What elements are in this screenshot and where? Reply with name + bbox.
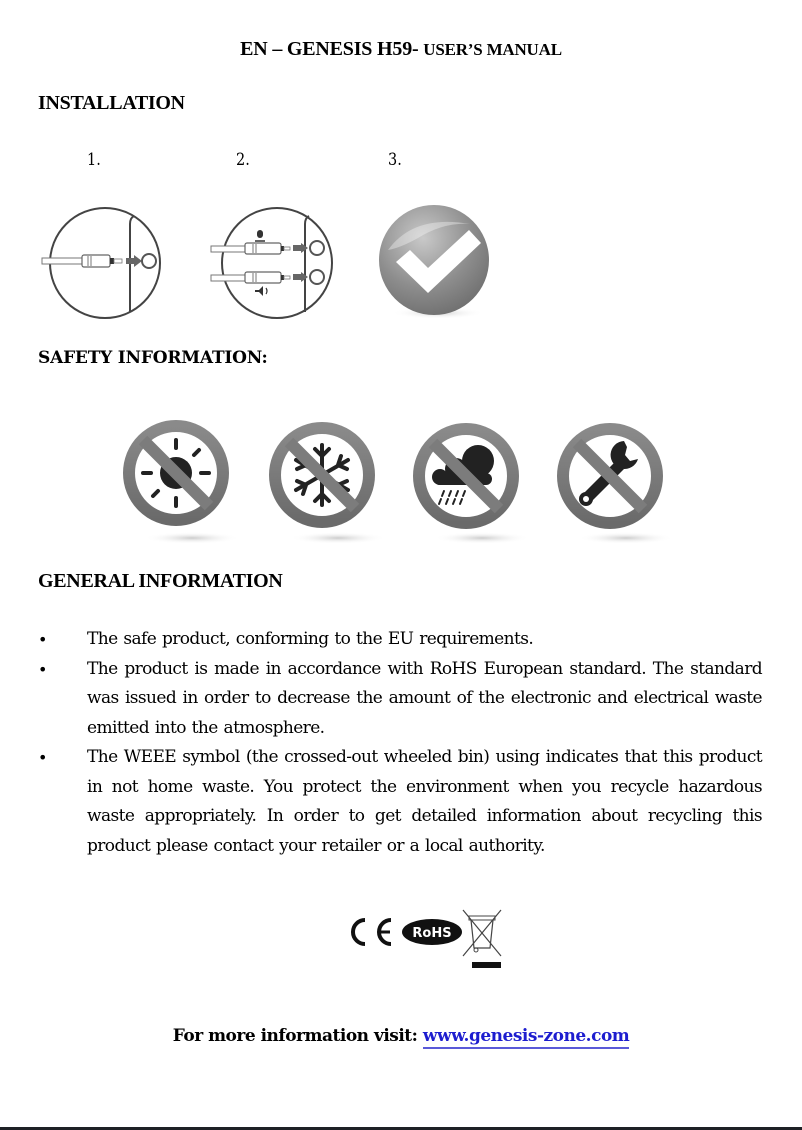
compliance-marks: [345, 908, 515, 978]
footer-info: [0, 1026, 802, 1046]
title-main: EN – GENESIS H59-: [240, 38, 424, 60]
no-repair-icon: [563, 429, 674, 544]
no-sun-icon: [129, 426, 240, 544]
general-heading: GENERAL INFORMATION: [38, 570, 283, 592]
no-rain-icon: [419, 429, 530, 544]
list-item-text: The safe product, conforming to the EU requirements.: [87, 629, 534, 649]
safety-heading: SAFETY INFORMATION:: [38, 348, 268, 368]
crossed-bin-icon: [463, 910, 501, 968]
bullet-icon: •: [38, 659, 47, 679]
website-link[interactable]: www.genesis-zone.com: [423, 1026, 629, 1049]
rohs-badge-icon: [402, 919, 462, 945]
single-jack-plug-icon: [38, 200, 173, 326]
footer-label: For more information visit:: [172, 1026, 423, 1046]
step-number-2: 2.: [236, 150, 250, 170]
svg-text:RoHS: RoHS: [412, 926, 452, 941]
bullet-icon: •: [38, 748, 47, 767]
list-item: [38, 625, 762, 655]
general-info-list: [38, 625, 762, 861]
document-title: [0, 38, 802, 61]
list-item: [38, 743, 762, 861]
safety-icons-row: [120, 410, 690, 545]
no-frost-icon: [275, 428, 386, 544]
checkmark-icon: [374, 200, 496, 326]
step-number-1: 1.: [87, 150, 101, 170]
step-number-3: 3.: [388, 150, 402, 170]
list-item: [38, 655, 762, 744]
list-item-text: The product is made in accordance with RoHS European standard. The standard was issued in order to decrease the amount of the electronic and electrical waste emitted into the atmosphere.: [87, 658, 762, 738]
bullet-icon: •: [38, 630, 47, 649]
title-suffix: USER’S MANUAL: [423, 40, 562, 59]
list-item-text: The WEEE symbol (the crossed-out wheeled bin) using indicates that this product in not home waste. You protect the environment when you recycle hazardous waste appropriately. In order to get detailed information about recycling this product please contact your retailer or a local authority.: [87, 747, 762, 856]
dual-jack-plug-mic-speaker-icon: [205, 200, 345, 326]
installation-heading: INSTALLATION: [38, 92, 185, 114]
ce-mark-icon: [353, 920, 391, 944]
